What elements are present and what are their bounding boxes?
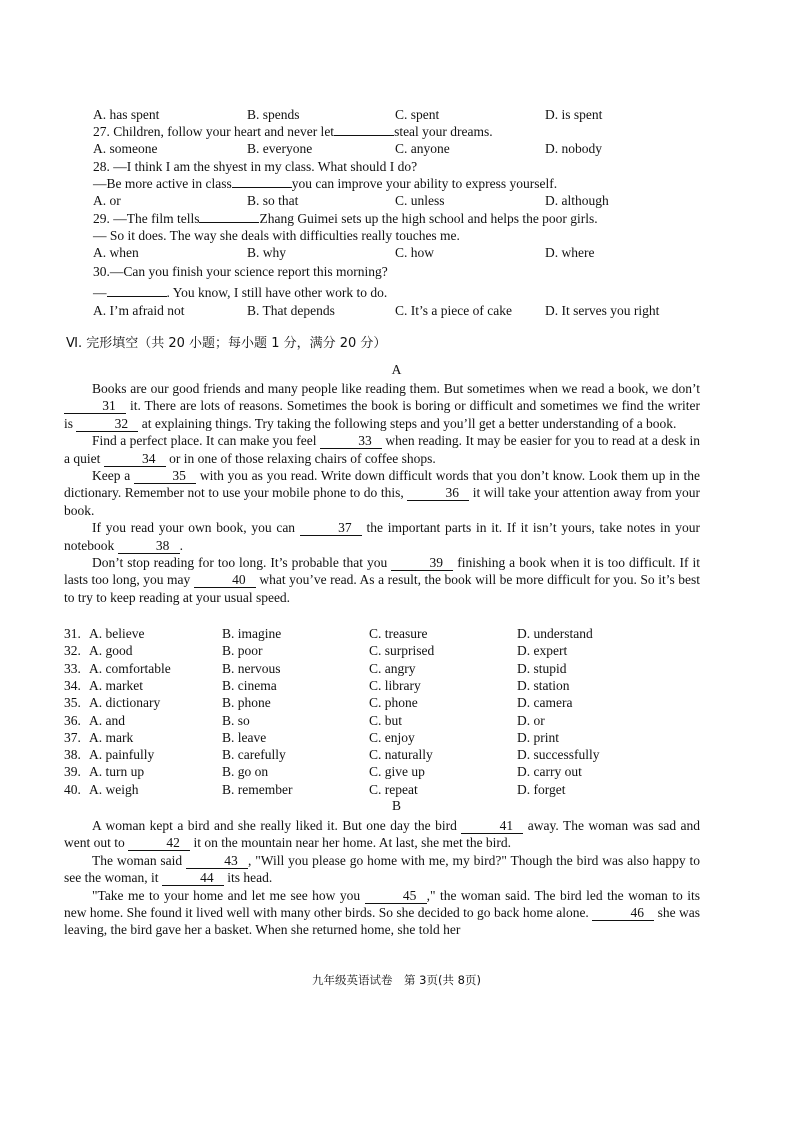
passage-a-label: A <box>391 362 402 377</box>
cloze-option-d: D. expert <box>517 643 568 659</box>
cloze-option-c: C. enjoy <box>369 729 415 745</box>
question-29-option-a: A. when <box>93 245 139 260</box>
cloze-option-b: B. leave <box>222 729 267 745</box>
answer-blank <box>107 296 167 297</box>
question-text: 29. —The film tells <box>93 211 200 226</box>
passage-a-text: it will take your attention away from your book. <box>64 485 700 518</box>
cloze-item-number: 34. <box>64 677 81 693</box>
passage-a-text: Don’t stop reading for too long. It’s probable that you <box>92 555 392 571</box>
cloze-option-c: C. angry <box>369 660 416 676</box>
cloze-blank-31: 31 <box>64 399 126 414</box>
cloze-option-c: C. repeat <box>369 781 418 797</box>
passage-b-paragraph <box>64 852 700 887</box>
cloze-item-number: 35. <box>64 695 81 711</box>
cloze-item-number: 39. <box>64 764 81 780</box>
question-27-option-c: C. anyone <box>395 141 450 156</box>
cloze-option-c: C. give up <box>369 764 425 780</box>
cloze-option-c: C. treasure <box>369 626 428 641</box>
passage-a-text: it. There are lots of reasons. Sometimes the book is boring or difficult and sometimes we find the writer is <box>64 398 700 431</box>
cloze-option-b: B. nervous <box>222 660 281 676</box>
cloze-option-c: C. surprised <box>369 643 435 659</box>
q26-option-c: C. spent <box>395 107 440 122</box>
cloze-option-a: A. and <box>89 712 125 728</box>
passage-a-text: when reading. It may be easier for you to read at a desk in a quiet <box>64 433 700 466</box>
passage-a-paragraph <box>64 554 700 606</box>
question-text: 30.—Can you finish your science report this morning? <box>93 264 388 279</box>
cloze-item-number: 36. <box>64 712 81 728</box>
cloze-option-b: B. cinema <box>222 677 277 693</box>
question-text: steal your dreams. <box>394 124 493 139</box>
cloze-option-b: B. remember <box>222 781 293 797</box>
question-text: you can improve your ability to express yourself. <box>291 176 558 191</box>
cloze-blank-44: 44 <box>162 871 224 886</box>
passage-a-paragraph <box>64 467 700 519</box>
passage-a-text: Books are our good friends and many people like reading them. But sometimes when we read a book, we don’t <box>92 381 700 396</box>
passage-a-text: Find a perfect place. It can make you feel <box>92 433 320 449</box>
cloze-option-b: B. go on <box>222 764 269 780</box>
question-28-option-b: B. so that <box>247 193 299 208</box>
cloze-item-number: 31. <box>64 626 81 641</box>
passage-a-text: at explaining things. Try taking the following steps and you’ll get a better understanding of a book. <box>138 415 677 431</box>
question-30-line <box>93 263 388 280</box>
question-28-option-a: A. or <box>93 193 121 208</box>
question-30-line <box>93 284 387 301</box>
passage-b-text: it on the mountain near her home. At last, she met the bird. <box>190 835 512 851</box>
question-text: — <box>93 285 107 300</box>
passage-b-text: its head. <box>223 870 273 886</box>
cloze-item-number: 40. <box>64 781 81 797</box>
passage-b <box>64 817 700 939</box>
passage-b-text: she was leaving, the bird gave her a basket. When she returned home, she told her <box>64 905 700 938</box>
cloze-blank-41: 41 <box>461 819 523 834</box>
cloze-blank-40: 40 <box>194 573 256 588</box>
cloze-option-a: A. dictionary <box>89 695 161 711</box>
passage-a-text: Keep a <box>92 468 135 484</box>
question-30-option-d: D. It serves you right <box>545 303 660 318</box>
question-text: — So it does. The way she deals with difficulties really touches me. <box>93 228 460 243</box>
question-text: 28. —I think I am the shyest in my class. What should I do? <box>93 159 418 174</box>
cloze-option-d: D. forget <box>517 781 566 797</box>
cloze-option-d: D. understand <box>517 626 593 641</box>
q26-option-d: D. is spent <box>545 107 603 122</box>
question-29-line <box>93 210 598 227</box>
passage-a-text: the important parts in it. If it isn’t yours, take notes in your notebook <box>64 520 700 553</box>
cloze-option-d: D. station <box>517 677 570 693</box>
cloze-option-b: B. phone <box>222 695 271 711</box>
cloze-item-number: 32. <box>64 643 81 659</box>
question-29-option-c: C. how <box>395 245 435 260</box>
cloze-blank-35: 35 <box>134 469 196 484</box>
cloze-option-a: A. turn up <box>89 764 145 780</box>
cloze-blank-42: 42 <box>128 836 190 851</box>
question-29-line <box>93 227 460 244</box>
passage-b-text: "Take me to your home and let me see how you <box>92 887 365 903</box>
cloze-option-c: C. naturally <box>369 747 433 763</box>
passage-a-text: finishing a book when it is too difficult. If it lasts too long, you may <box>64 555 700 588</box>
cloze-option-a: A. market <box>89 677 143 693</box>
cloze-option-d: D. carry out <box>517 764 582 780</box>
passage-b-paragraph <box>64 817 700 852</box>
cloze-option-a: A. believe <box>89 626 145 641</box>
question-text: 27. Children, follow your heart and never let <box>93 124 335 139</box>
question-28-line <box>93 158 417 175</box>
question-text: —Be more active in class <box>93 176 232 191</box>
question-29-option-b: B. why <box>247 245 287 260</box>
question-30-option-b: B. That depends <box>247 303 335 318</box>
cloze-blank-43: 43 <box>186 854 248 869</box>
cloze-option-d: D. stupid <box>517 660 567 676</box>
cloze-blank-32: 32 <box>76 417 138 432</box>
cloze-option-d: D. print <box>517 729 559 745</box>
passage-a-text: . <box>179 537 183 553</box>
passage-b-text: A woman kept a bird and she really liked it. But one day the bird <box>92 818 462 833</box>
question-27-option-d: D. nobody <box>545 141 602 156</box>
cloze-item-number: 33. <box>64 660 81 676</box>
section-6-title: Ⅵ. 完形填空（共 20 小题；每小题 1 分，满分 20 分） <box>66 336 387 351</box>
cloze-blank-33: 33 <box>320 434 382 449</box>
question-30-option-c: C. It’s a piece of cake <box>395 303 512 318</box>
question-28-line <box>93 175 557 192</box>
cloze-item-number: 37. <box>64 729 81 745</box>
cloze-option-c: C. phone <box>369 695 418 711</box>
cloze-blank-45: 45 <box>365 889 427 904</box>
cloze-option-a: A. comfortable <box>89 660 171 676</box>
question-27-line <box>93 123 493 140</box>
cloze-option-c: C. but <box>369 712 403 728</box>
question-text: Zhang Guimei sets up the high school and helps the poor girls. <box>259 211 598 226</box>
cloze-option-b: B. imagine <box>222 626 282 641</box>
passage-b-text: away. The woman was sad and went out to <box>64 818 701 851</box>
passage-b-paragraph <box>64 887 700 939</box>
answer-blank <box>232 187 292 188</box>
cloze-option-a: A. painfully <box>89 747 155 763</box>
question-30-option-a: A. I’m afraid not <box>93 303 185 318</box>
cloze-blank-34: 34 <box>104 452 166 467</box>
cloze-option-a: A. good <box>89 643 133 659</box>
passage-b-text: , "Will you please go home with me, my bird?" Though the bird was also happy to see the woman, it <box>64 852 701 886</box>
answer-blank <box>334 135 394 136</box>
cloze-option-a: A. mark <box>89 729 134 745</box>
cloze-option-c: C. library <box>369 677 421 693</box>
cloze-blank-38: 38 <box>118 539 180 554</box>
q26-option-b: B. spends <box>247 107 300 122</box>
cloze-option-b: B. so <box>222 712 250 728</box>
cloze-blank-37: 37 <box>300 521 362 536</box>
passage-a-paragraph <box>64 432 700 467</box>
passage-a <box>64 380 700 606</box>
question-28-option-d: D. although <box>545 193 609 208</box>
question-text: . You know, I still have other work to do. <box>166 285 388 300</box>
question-29-option-d: D. where <box>545 245 595 260</box>
cloze-option-b: B. carefully <box>222 747 286 763</box>
question-28-option-c: C. unless <box>395 193 445 208</box>
cloze-item-number: 38. <box>64 747 81 763</box>
cloze-option-d: D. successfully <box>517 747 600 763</box>
passage-a-paragraph <box>64 380 700 432</box>
cloze-option-a: A. weigh <box>89 781 139 797</box>
passage-a-text: what you’ve read. As a result, the book will be more difficult for you. So it’s best to try to keep reading at your usual speed. <box>64 572 700 605</box>
cloze-option-b: B. poor <box>222 643 263 659</box>
cloze-option-d: D. or <box>517 712 545 728</box>
cloze-blank-39: 39 <box>391 556 453 571</box>
question-27-option-b: B. everyone <box>247 141 313 156</box>
passage-a-text: with you as you read. Write down difficult words that you don’t know. Look them up in the dictionary. Remember not to use your mobile phone to do this, <box>64 468 701 501</box>
passage-b-text: The woman said <box>92 852 187 868</box>
passage-a-paragraph <box>64 519 700 554</box>
cloze-blank-46: 46 <box>592 906 654 921</box>
q26-option-a: A. has spent <box>93 107 160 122</box>
page-footer: 九年级英语试卷 第 3页(共 8页) <box>312 973 481 987</box>
passage-a-text: If you read your own book, you can <box>92 520 300 536</box>
cloze-option-d: D. camera <box>517 695 573 711</box>
passage-b-label: B <box>391 798 401 813</box>
question-27-option-a: A. someone <box>93 141 158 156</box>
answer-blank <box>199 222 259 223</box>
passage-a-text: or in one of those relaxing chairs of coffee shops. <box>165 450 436 466</box>
passage-b-text: ," the woman said. The bird led the woman to its new home. She found it lived well with many other birds. So she decided to go back home alone. <box>64 887 700 921</box>
cloze-blank-36: 36 <box>407 486 469 501</box>
